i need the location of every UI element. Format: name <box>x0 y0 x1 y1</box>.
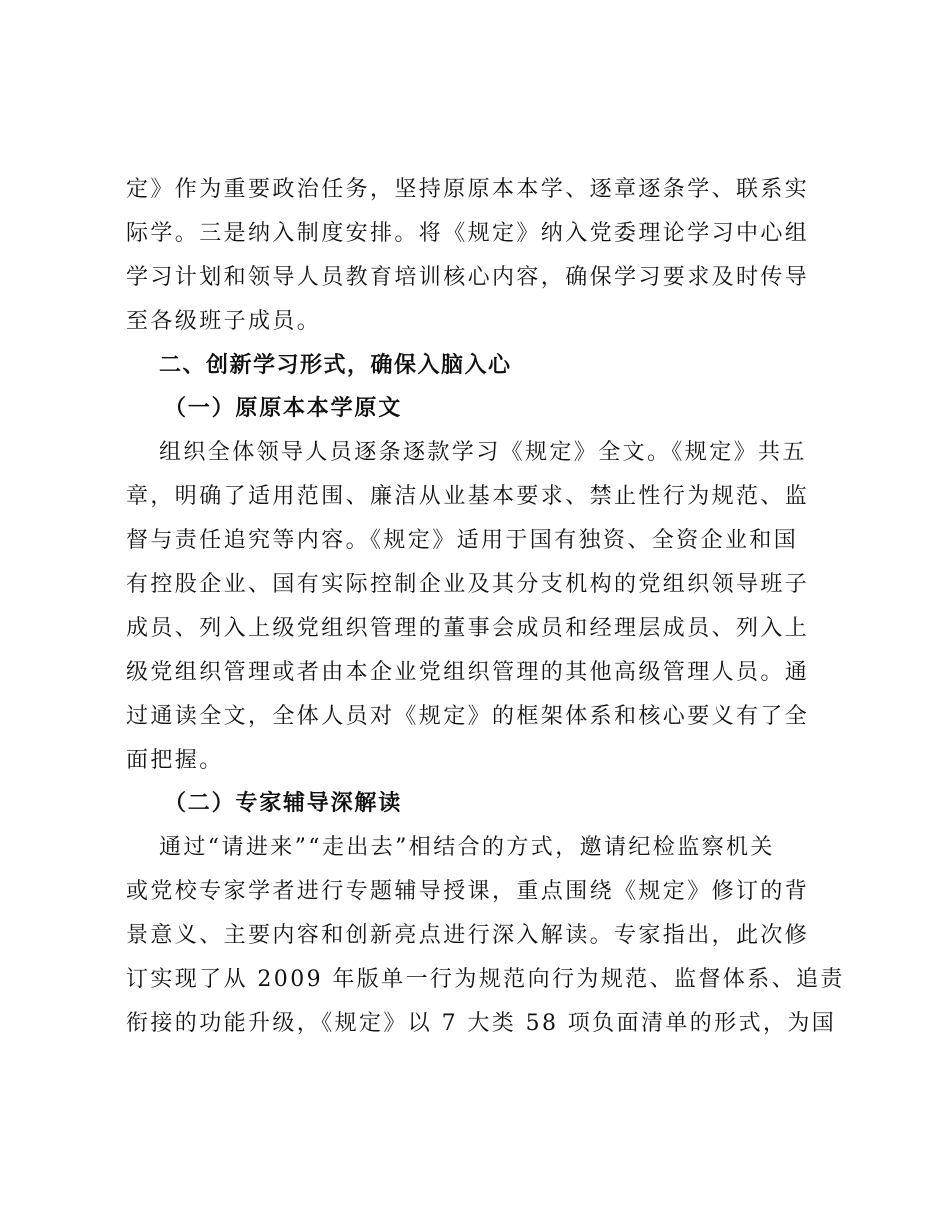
paragraph-line: 过通读全文，全体人员对《规定》的框架体系和核心要义有了全 <box>126 703 810 729</box>
section-heading: 二、创新学习形式，确保入脑入心 <box>159 352 512 378</box>
paragraph-line: 际学。三是纳入制度安排。将《规定》纳入党委理论学习中心组 <box>126 220 810 246</box>
paragraph-line: 衔接的功能升级，《规定》以 7 大类 58 项负面清单的形式，为国 <box>126 1010 837 1036</box>
paragraph-line: 章，明确了适用范围、廉洁从业基本要求、禁止性行为规范、监 <box>126 484 810 510</box>
paragraph-line: 成员、列入上级党组织管理的董事会成员和经理层成员、列入上 <box>126 615 810 641</box>
paragraph-line: 通过“请进来”“走出去”相结合的方式，邀请纪检监察机关 <box>159 835 775 861</box>
paragraph-line: 面把握。 <box>126 747 224 773</box>
paragraph-line: 至各级班子成员。 <box>126 308 322 334</box>
paragraph-line: 组织全体领导人员逐条逐款学习《规定》全文。《规定》共五 <box>159 440 807 466</box>
paragraph-line: 订实现了从 2009 年版单一行为规范向行为规范、监督体系、追责 <box>126 967 845 993</box>
paragraph-line: 学习计划和领导人员教育培训核心内容，确保学习要求及时传导 <box>126 264 810 290</box>
paragraph-line: 督与责任追究等内容。《规定》适用于国有独资、全资企业和国 <box>126 528 799 554</box>
subsection-heading-1: （一）原原本本学原文 <box>164 395 403 422</box>
paragraph-line: 定》作为重要政治任务，坚持原原本本学、逐章逐条学、联系实 <box>126 177 810 202</box>
paragraph-line: 级党组织管理或者由本企业党组织管理的其他高级管理人员。通 <box>126 659 810 685</box>
paragraph-line: 或党校专家学者进行专题辅导授课，重点围绕《规定》修订的背 <box>126 879 810 905</box>
paragraph-line: 有控股企业、国有实际控制企业及其分支机构的党组织领导班子 <box>126 572 810 598</box>
subsection-heading-2: （二）专家辅导深解读 <box>164 790 403 817</box>
document-body <box>126 168 845 1046</box>
paragraph-line: 景意义、主要内容和创新亮点进行深入解读。专家指出，此次修 <box>126 923 810 949</box>
